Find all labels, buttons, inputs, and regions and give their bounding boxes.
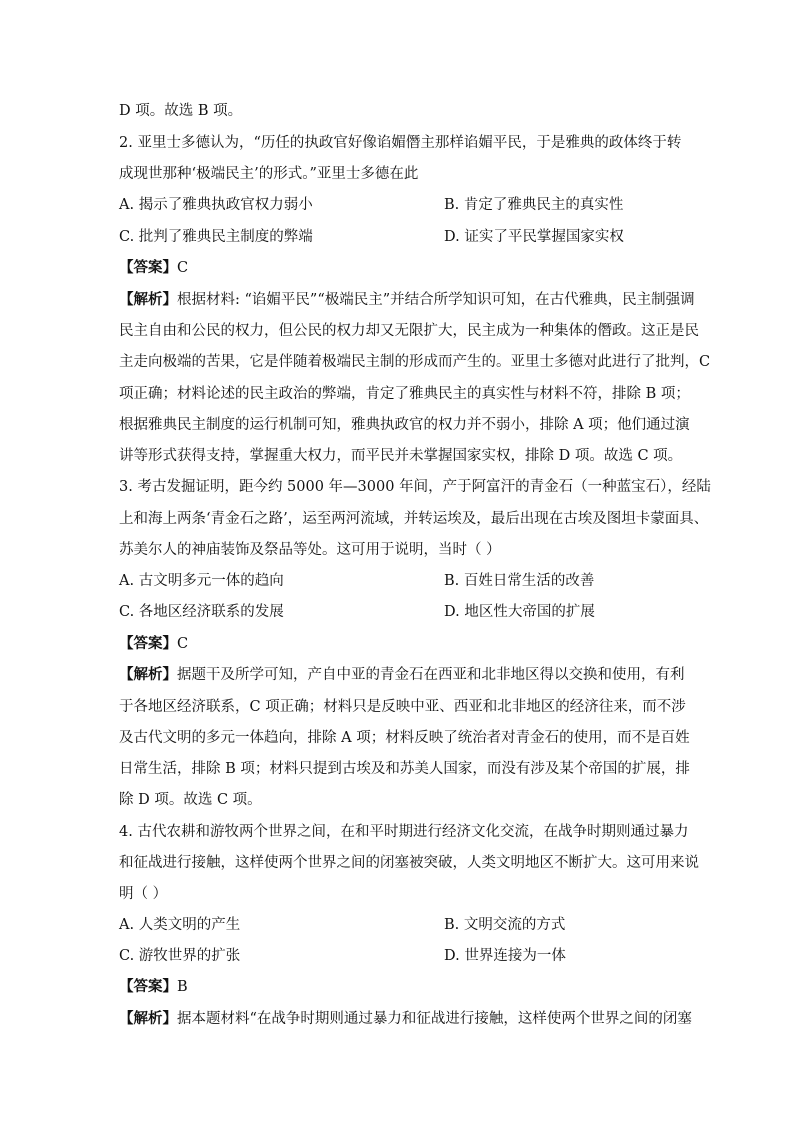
option-d: D. 世界连接为一体	[444, 948, 566, 964]
analysis-text: 主走向极端的苦果，它是伴随着极端民主制的形成而产生的。亚里士多德对此进行了批判，C	[119, 354, 711, 370]
text-line: D 项。故选 B 项。	[119, 103, 243, 119]
option-b: B. 百姓日常生活的改善	[444, 573, 595, 589]
analysis-text: 于各地区经济联系，C 项正确；材料只是反映中亚、西亚和北非地区的经济往来，而不涉	[119, 699, 686, 715]
analysis-text: 据题干及所学可知，产自中亚的青金石在西亚和北非地区得以交换和使用，有利	[177, 667, 685, 683]
question-2-options-row	[119, 227, 699, 247]
answer-label: 【答案】	[119, 259, 177, 276]
question-3-stem: 苏美尔人的神庙装饰及祭品等处。这可用于说明，当时（ ）	[119, 542, 501, 558]
analysis-text: 除 D 项。故选 C 项。	[119, 792, 262, 808]
option-d: D. 证实了平民掌握国家实权	[444, 229, 624, 245]
option-c: C. 批判了雅典民主制度的弊端	[119, 229, 313, 245]
analysis-text: 据本题材料“在战争时期则通过暴力和征战进行接触，这样使两个世界之间的闭塞	[177, 1011, 692, 1027]
answer-line	[119, 634, 188, 654]
question-4-options-row	[119, 946, 699, 966]
option-b: B. 肯定了雅典民主的真实性	[444, 197, 624, 213]
analysis-line	[119, 1009, 692, 1029]
analysis-text: 根据材料: “谄媚平民”“极端民主”并结合所学知识可知，在古代雅典，民主制强调	[177, 292, 695, 308]
analysis-label: 【解析】	[119, 1010, 177, 1027]
answer-line	[119, 977, 188, 997]
option-d: D. 地区性大帝国的扩展	[444, 604, 595, 620]
analysis-label: 【解析】	[119, 291, 177, 308]
analysis-text: 讲等形式获得支持，掌握重大权力，而平民并未掌握国家实权，排除 D 项。故选 C 项。	[119, 448, 683, 464]
analysis-line	[119, 290, 695, 310]
option-a: A. 古文明多元一体的趋向	[119, 573, 284, 589]
question-4-stem: 和征战进行接触，这样使两个世界之间的闭塞被突破，人类文明地区不断扩大。这可用来说	[119, 855, 699, 871]
answer-label: 【答案】	[119, 635, 177, 652]
analysis-line	[119, 665, 685, 685]
answer-value: C	[177, 636, 189, 652]
question-4-stem: 4. 古代农耕和游牧两个世界之间，在和平时期进行经济文化交流，在战争时期则通过暴力	[119, 824, 689, 840]
question-3-stem: 上和海上两条‘青金石之路’，运至两河流域，并转运埃及，最后出现在古埃及图坦卡蒙面具、	[119, 511, 709, 527]
analysis-text: 根据雅典民主制度的运行机制可知，雅典执政官的权力并不弱小，排除 A 项；他们通过演	[119, 417, 690, 433]
question-4-options-row	[119, 915, 699, 935]
question-2-stem: 成现世那种‘极端民主’的形式。”亚里士多德在此	[119, 166, 419, 182]
analysis-label: 【解析】	[119, 666, 177, 683]
analysis-text: 日常生活，排除 B 项；材料只提到古埃及和苏美人国家，而没有涉及某个帝国的扩展，排	[119, 761, 690, 777]
question-2-options-row	[119, 195, 699, 215]
question-4-stem: 明（ ）	[119, 886, 168, 902]
option-a: A. 揭示了雅典执政官权力弱小	[119, 197, 313, 213]
answer-value: B	[177, 979, 188, 995]
option-c: C. 游牧世界的扩张	[119, 948, 241, 964]
question-3-stem: 3. 考古发掘证明，距今约 5000 年—3000 年间，产于阿富汗的青金石（一种蓝宝石），经陆	[119, 479, 711, 495]
answer-value: C	[177, 260, 189, 276]
question-3-options-row	[119, 602, 699, 622]
analysis-text: 项正确；材料论述的民主政治的弊端，肯定了雅典民主的真实性与材料不符，排除 B 项；	[119, 386, 690, 402]
answer-line	[119, 258, 188, 278]
question-3-options-row	[119, 571, 699, 591]
answer-label: 【答案】	[119, 978, 177, 995]
analysis-text: 民主自由和公民的权力，但公民的权力却又无限扩大，民主成为一种集体的僭政。这正是民	[119, 323, 699, 339]
analysis-text: 及古代文明的多元一体趋向，排除 A 项；材料反映了统治者对青金石的使用，而不是百姓	[119, 730, 690, 746]
option-b: B. 文明交流的方式	[444, 917, 566, 933]
option-c: C. 各地区经济联系的发展	[119, 604, 284, 620]
question-2-stem: 2. 亚里士多德认为，“历任的执政官好像谄媚僭主那样谄媚平民，于是雅典的政体终于转	[119, 135, 682, 151]
option-a: A. 人类文明的产生	[119, 917, 241, 933]
